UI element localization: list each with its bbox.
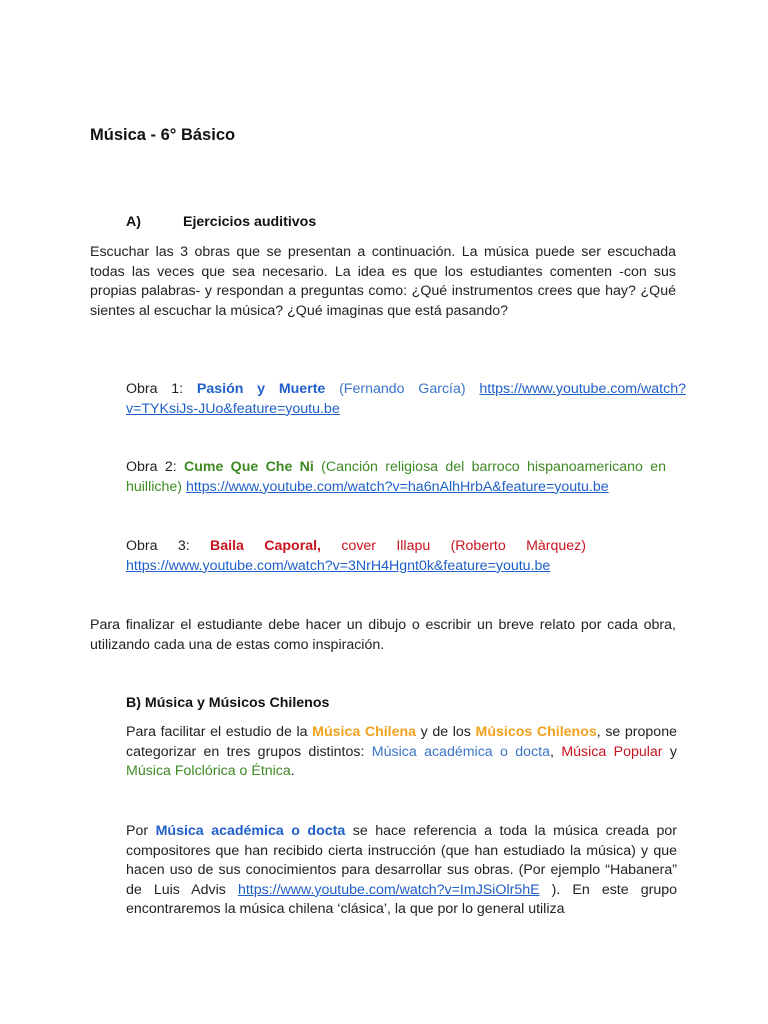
popular-term: Música Popular [561,743,663,760]
work-2-prefix: Obra 2: [126,459,184,475]
academica-term: Música académica o docta [371,743,551,760]
text: Por [126,823,156,839]
work-2 [126,458,666,497]
work-1-detail: (Fernando García) [325,381,480,397]
section-a-closing: Para finalizar el estudiante debe hacer un dibujo o escribir un breve relato por cada obra, utilizando cada una de estas como inspiración. [90,617,676,653]
page-title: Música - 6° Básico [90,126,236,144]
section-b-paragraph-2 [126,822,677,920]
text: . [290,763,295,780]
work-2-detail: (Canción religiosa del barroco hispanoamericano en huilliche) [126,459,666,495]
folclorica-term: Música Folclórica o Étnica [126,763,291,780]
work-1-name: Pasión y Muerte [196,381,326,397]
section-b-paragraph-1 [126,723,677,782]
work-1-prefix: Obra 1: [126,381,197,397]
section-b-heading: B) Música y Músicos Chilenos [126,695,330,711]
work-1 [126,380,686,419]
text: se hace referencia a toda la música creada por compositores que han recibido cierta instrucción (que han estudiado la música) y que hacen uso de sus conocimientos para desarrollar sus obras. (Por ejemplo “Habanera” de Luis Advis [126,823,678,898]
section-a-letter: A) [126,214,141,230]
section-a-intro: Escuchar las 3 obras que se presentan a continuación. La música puede ser escuchada todas las veces que sea necesario. La idea es que los estudiantes comenten -con sus propias palabras- y respondan a preguntas como: ¿Qué instrumentos crees que hay? ¿Qué sientes al escuchar la música? ¿Qué imaginas que está pasando? [90,244,676,319]
work-3-prefix: Obra 3: [126,538,211,554]
work-3 [126,537,586,576]
text: y [662,743,677,760]
text: , se propone categorizar en tres grupos distintos: [126,724,677,760]
section-a-title: Ejercicios auditivos [182,214,317,230]
work-2-name: Cume Que Che Ni [183,459,314,475]
musicos-chilenos-term: Músicos Chilenos [475,724,597,740]
text: ). En este grupo encontraremos la música chilena ‘clásica’, la que por lo general utiliza [126,881,677,918]
musica-chilena-term: Música Chilena [312,724,417,740]
work-3-name: Baila Caporal, [210,538,322,554]
text: Para facilitar el estudio de la [126,724,313,740]
text: , [550,743,562,760]
academica-term-bold: Música académica o docta [155,823,346,839]
text: y de los [416,724,476,740]
work-2-link[interactable]: https://www.youtube.com/watch?v=ha6nAlhHrbA&feature=youtu.be [185,478,609,495]
section-a-heading [126,214,316,230]
habanera-link[interactable]: https://www.youtube.com/watch?v=ImJSiOlr5hE [237,881,540,898]
work-1-link[interactable]: https://www.youtube.com/watch?v=TYKsiJs-JUo&feature=youtu.be [126,381,686,417]
work-3-link[interactable]: https://www.youtube.com/watch?v=3NrH4Hgnt0k&feature=youtu.be [126,557,551,574]
work-3-detail: cover Illapu (Roberto Màrquez) [321,538,587,554]
